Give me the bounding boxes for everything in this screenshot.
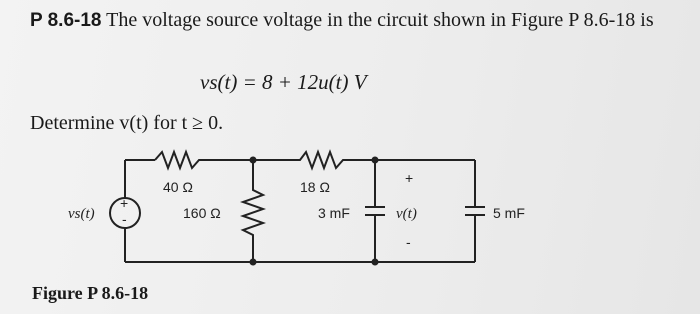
r1-label: 40 Ω [163, 179, 193, 195]
resistor-18-ohm [253, 152, 375, 168]
resistor-160-ohm [243, 160, 263, 262]
problem-text: The voltage source voltage in the circuit shown in Figure P 8.6-18 is [106, 9, 654, 31]
c2-label: 5 mF [493, 205, 525, 221]
capacitor-3mF [365, 160, 385, 262]
capacitor-5mF [465, 160, 485, 262]
figure-caption: Figure P 8.6-18 [32, 283, 149, 303]
node-dot [372, 157, 379, 164]
node-dot [372, 259, 379, 266]
problem-question: Determine v(t) for t ≥ 0. [30, 112, 224, 134]
node-dot [250, 259, 257, 266]
source-plus: + [120, 195, 129, 211]
source-label: vs(t) [68, 206, 95, 222]
resistor-40-ohm [125, 152, 253, 168]
v-plus: + [405, 170, 414, 186]
problem-number: P 8.6-18 [30, 10, 102, 31]
v-minus: - [406, 234, 411, 250]
v-label: v(t) [396, 206, 417, 222]
r2-label: 160 Ω [183, 205, 221, 221]
source-equation: vs(t) = 8 + 12u(t) V [200, 70, 367, 94]
r3-label: 18 Ω [300, 179, 330, 195]
c1-label: 3 mF [318, 205, 350, 221]
node-dot [250, 157, 257, 164]
source-minus: - [122, 211, 127, 227]
